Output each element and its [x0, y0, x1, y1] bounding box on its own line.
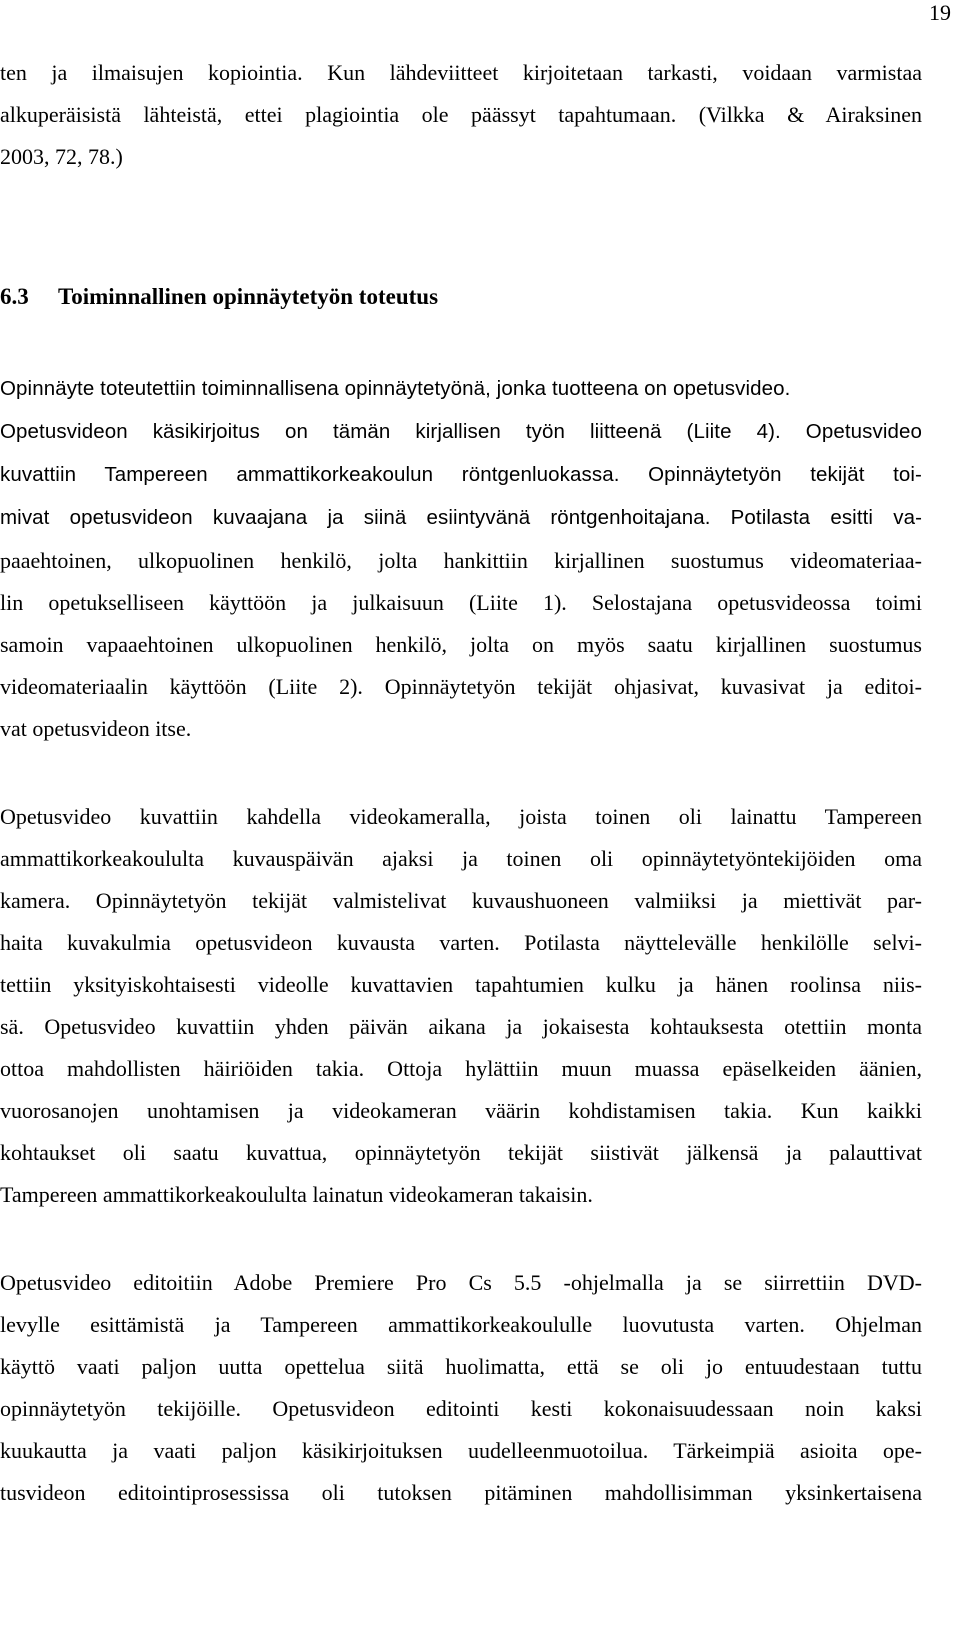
text-line: opinnäytetyön tekijöille. Opetusvideon editointi kesti kokonaisuudessaan noin kaksi: [0, 1396, 922, 1421]
section-heading: [0, 283, 438, 311]
text-line: ottoa mahdollisten häiriöiden takia. Ottoja hylättiin muun muassa epäselkeiden äänien,: [0, 1056, 922, 1081]
text-line: käyttö vaati paljon uutta opettelua siitä huolimatta, että se oli jo entuudestaan tuttu: [0, 1354, 922, 1379]
text-line: kohtaukset oli saatu kuvattua, opinnäytetyön tekijät siistivät jälkensä ja palauttivat: [0, 1140, 922, 1165]
section-title: Toiminnallinen opinnäytetyön toteutus: [58, 284, 439, 309]
text-line: videomateriaalin käyttöön (Liite 2). Opinnäytetyön tekijät ohjasivat, kuvasivat ja editoi-: [0, 674, 922, 699]
text-line: sä. Opetusvideo kuvattiin yhden päivän aikana ja jokaisesta kohtauksesta otettiin monta: [0, 1014, 922, 1039]
text-line: samoin vapaaehtoinen ulkopuolinen henkilö, jolta on myös saatu kirjallinen suostumus: [0, 632, 922, 657]
text-line: vuorosanojen unohtamisen ja videokameran väärin kohdistamisen takia. Kun kaikki: [0, 1098, 922, 1123]
text-line: Tampereen ammattikorkeakoululta lainatun videokameran takaisin.: [0, 1182, 593, 1207]
text-line: tettiin yksityiskohtaisesti videolle kuvattavien tapahtumien kulku ja hänen roolinsa niis-: [0, 972, 922, 997]
text-line: kuvattiin Tampereen ammattikorkeakoulun röntgenluokassa. Opinnäytetyön tekijät toi-: [0, 463, 922, 486]
text-line: 2003, 72, 78.): [0, 144, 123, 169]
text-line: haita kuvakulmia opetusvideon kuvausta varten. Potilasta näyttelevälle henkilölle selvi-: [0, 930, 922, 955]
text-line: alkuperäisistä lähteistä, ettei plagiointia ole päässyt tapahtumaan. (Vilkka & Airaksinen: [0, 102, 922, 127]
text-line: lin opetukselliseen käyttöön ja julkaisuun (Liite 1). Selostajana opetusvideossa toimi: [0, 590, 922, 615]
text-line: mivat opetusvideon kuvaajana ja siinä esiintyvänä röntgenhoitajana. Potilasta esitti va-: [0, 506, 922, 529]
text-line: ten ja ilmaisujen kopiointia. Kun lähdeviitteet kirjoitetaan tarkasti, voidaan varmistaa: [0, 60, 922, 85]
page-number: 19: [929, 0, 951, 25]
text-line: Opetusvideo editoitiin Adobe Premiere Pro Cs 5.5 -ohjelmalla ja se siirrettiin DVD-: [0, 1270, 922, 1295]
text-line: levylle esittämistä ja Tampereen ammattikorkeakoululle luovutusta varten. Ohjelman: [0, 1312, 922, 1337]
text-line: kuukautta ja vaati paljon käsikirjoituksen uudelleenmuotoilua. Tärkeimpiä asioita ope-: [0, 1438, 922, 1463]
text-line: ammattikorkeakoululta kuvauspäivän ajaksi ja toinen oli opinnäytetyöntekijöiden oma: [0, 846, 922, 871]
text-line: Opinnäyte toteutettiin toiminnallisena opinnäytetyönä, jonka tuotteena on opetusvideo.: [0, 377, 791, 400]
text-line: Opetusvideon käsikirjoitus on tämän kirjallisen työn liitteenä (Liite 4). Opetusvideo: [0, 420, 922, 443]
text-line: paaehtoinen, ulkopuolinen henkilö, jolta hankittiin kirjallinen suostumus videomateriaa-: [0, 548, 922, 573]
section-number: 6.3: [0, 284, 29, 309]
text-line: Opetusvideo kuvattiin kahdella videokameralla, joista toinen oli lainattu Tampereen: [0, 804, 922, 829]
text-line: vat opetusvideon itse.: [0, 716, 192, 741]
text-line: tusvideon editointiprosessissa oli tutoksen pitäminen mahdollisimman yksinkertaisena: [0, 1480, 922, 1505]
text-line: kamera. Opinnäytetyön tekijät valmistelivat kuvaushuoneen valmiiksi ja miettivät par-: [0, 888, 922, 913]
